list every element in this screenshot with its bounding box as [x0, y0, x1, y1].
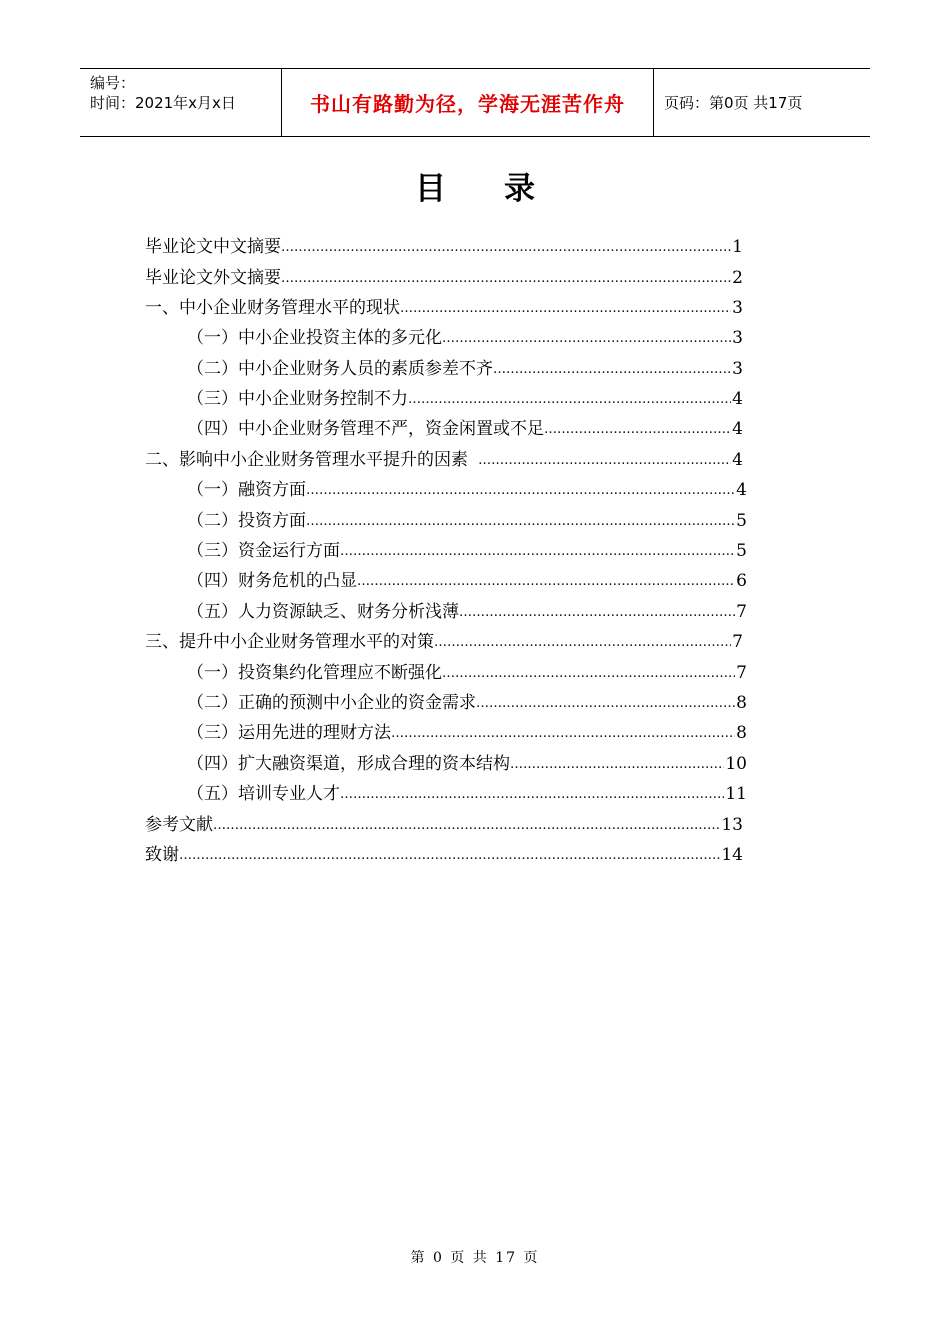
toc-entry[interactable]: 毕业论文外文摘要 ………………………………………………………………………………………………………………………………………………………… 2	[145, 261, 743, 289]
code-label: 编号：	[90, 74, 136, 92]
toc-entry[interactable]: （四） 财务危机的凸显 ………………………………………………………………………………………………………………………………………………………… 6	[187, 564, 747, 592]
toc-entry[interactable]: （一）中小企业投资主体的多元化 ………………………………………………………………………………………………………………………………………………………… 3	[187, 321, 743, 349]
page-header	[80, 68, 870, 137]
toc-entry[interactable]: 一、中小企业财务管理水平的现状 ………………………………………………………………………………………………………………………………………………………… 3	[145, 291, 743, 319]
toc-entry[interactable]: 三、提升中小企业财务管理水平的对策 ………………………………………………………………………………………………………………………………………………………… 7	[145, 625, 743, 653]
toc-entry[interactable]: （二） 正确的预测中小企业的资金需求 ………………………………………………………………………………………………………………………………………………………… 8	[187, 686, 747, 714]
toc-entry[interactable]: （三） 运用先进的理财方法 ………………………………………………………………………………………………………………………………………………………… 8	[187, 716, 747, 744]
page-title: 目录	[415, 171, 593, 207]
toc-entry[interactable]: （二）中小企业财务人员的素质参差不齐 ………………………………………………………………………………………………………………………………………………………… 3	[187, 352, 743, 380]
toc-entry[interactable]: （四） 扩大融资渠道，形成合理的资本结构 ………………………………………………………………………………………………………………………………………………………… 10	[187, 747, 747, 775]
time-label: 时间：2021年x月x日	[90, 94, 236, 112]
toc-entry[interactable]: 参考文献 ………………………………………………………………………………………………………………………………………………………… 13	[145, 808, 743, 836]
toc-entry[interactable]: （四）中小企业财务管理不严，资金闲置或不足 ………………………………………………………………………………………………………………………………………………………… 4	[187, 412, 743, 440]
toc-entry[interactable]: （五） 培训专业人才 ………………………………………………………………………………………………………………………………………………………… 11	[187, 777, 747, 805]
toc-entry[interactable]: （三） 资金运行方面 ………………………………………………………………………………………………………………………………………………………… 5	[187, 534, 747, 562]
toc-entry[interactable]: （二） 投资方面 ………………………………………………………………………………………………………………………………………………………… 5	[187, 504, 747, 532]
header-meta	[80, 69, 281, 136]
toc-entry[interactable]: （一） 融资方面 ………………………………………………………………………………………………………………………………………………………… 4	[187, 473, 747, 501]
toc-entry[interactable]: （三）中小企业财务控制不力 ………………………………………………………………………………………………………………………………………………………… 4	[187, 382, 743, 410]
toc-entry[interactable]: 致谢 ………………………………………………………………………………………………………………………………………………………… 14	[145, 838, 743, 866]
toc-entry[interactable]: （一） 投资集约化管理应不断强化 ………………………………………………………………………………………………………………………………………………………… 7	[187, 656, 747, 684]
page-footer: 第 0 页 共 17 页	[410, 1250, 540, 1266]
header-page-info: 页码：第0页 共17页	[664, 94, 803, 112]
toc-entry[interactable]: 二、影响中小企业财务管理水平提升的因素 ………………………………………………………………………………………………………………………………………………………… 4	[145, 443, 743, 471]
header-motto: 书山有路勤为径，学海无涯苦作舟	[281, 69, 654, 136]
toc-entry[interactable]: 毕业论文中文摘要 ………………………………………………………………………………………………………………………………………………………… 1	[145, 230, 743, 258]
toc-entry[interactable]: （五） 人力资源缺乏、财务分析浅薄 ………………………………………………………………………………………………………………………………………………………… 7	[187, 595, 747, 623]
